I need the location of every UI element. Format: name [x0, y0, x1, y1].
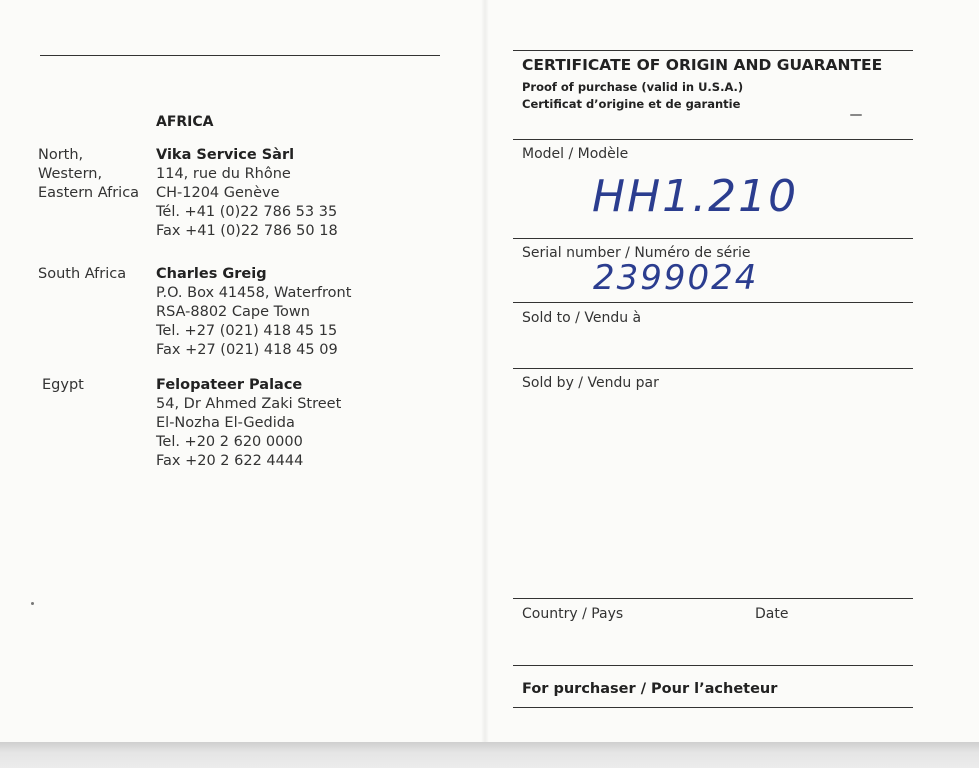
region-label: Egypt: [42, 377, 84, 393]
certificate-subtitle-en: Proof of purchase (valid in U.S.A.): [522, 80, 744, 94]
cert-bottom-rule: [513, 707, 913, 708]
region-label: North, Western, Eastern Africa: [38, 147, 140, 201]
scan-edge: [0, 742, 979, 768]
field-rule: [513, 598, 913, 599]
company-name: Vika Service Sàrl: [156, 147, 295, 163]
field-rule: [513, 665, 913, 666]
address-block: Vika Service Sàrl 114, rue du Rhône CH-1204 Genève Tél. +41 (0)22 786 53 35 Fax +41 (0)22 786 50 18: [156, 146, 456, 241]
field-rule: [513, 238, 913, 239]
model-label: Model / Modèle: [522, 146, 629, 162]
field-rule: [513, 368, 913, 369]
country-label: Country / Pays: [522, 606, 624, 622]
page-fold: [481, 0, 489, 742]
model-handwritten-value: HH1.210: [592, 171, 799, 222]
section-title: AFRICA: [156, 114, 214, 130]
cert-top-rule: [513, 50, 913, 51]
address-block: Charles Greig P.O. Box 41458, Waterfront RSA-8802 Cape Town Tel. +27 (021) 418 45 15 Fax +27 (021) 418 45 09: [156, 265, 456, 360]
date-label: Date: [755, 606, 789, 622]
field-rule: [513, 139, 913, 140]
scan-speck: [31, 602, 34, 605]
field-rule: [513, 302, 913, 303]
company-name: Felopateer Palace: [156, 377, 303, 393]
scan-speck: [850, 114, 862, 116]
sold-to-label: Sold to / Vendu à: [522, 310, 642, 326]
company-name: Charles Greig: [156, 266, 267, 282]
purchaser-copy-label: For purchaser / Pour l’acheteur: [522, 681, 778, 697]
address-block: Felopateer Palace 54, Dr Ahmed Zaki Street El-Nozha El-Gedida Tel. +20 2 620 0000 Fax +20 2 622 4444: [156, 376, 456, 471]
certificate-title: CERTIFICATE OF ORIGIN AND GUARANTEE: [522, 56, 883, 74]
serial-handwritten-value: 2399024: [593, 258, 759, 298]
sold-by-label: Sold by / Vendu par: [522, 375, 659, 391]
left-top-rule: [40, 55, 440, 56]
serial-number-label: Serial number / Numéro de série: [522, 245, 751, 261]
certificate-subtitle-fr: Certificat d’origine et de garantie: [522, 97, 741, 111]
region-label: South Africa: [38, 266, 127, 282]
